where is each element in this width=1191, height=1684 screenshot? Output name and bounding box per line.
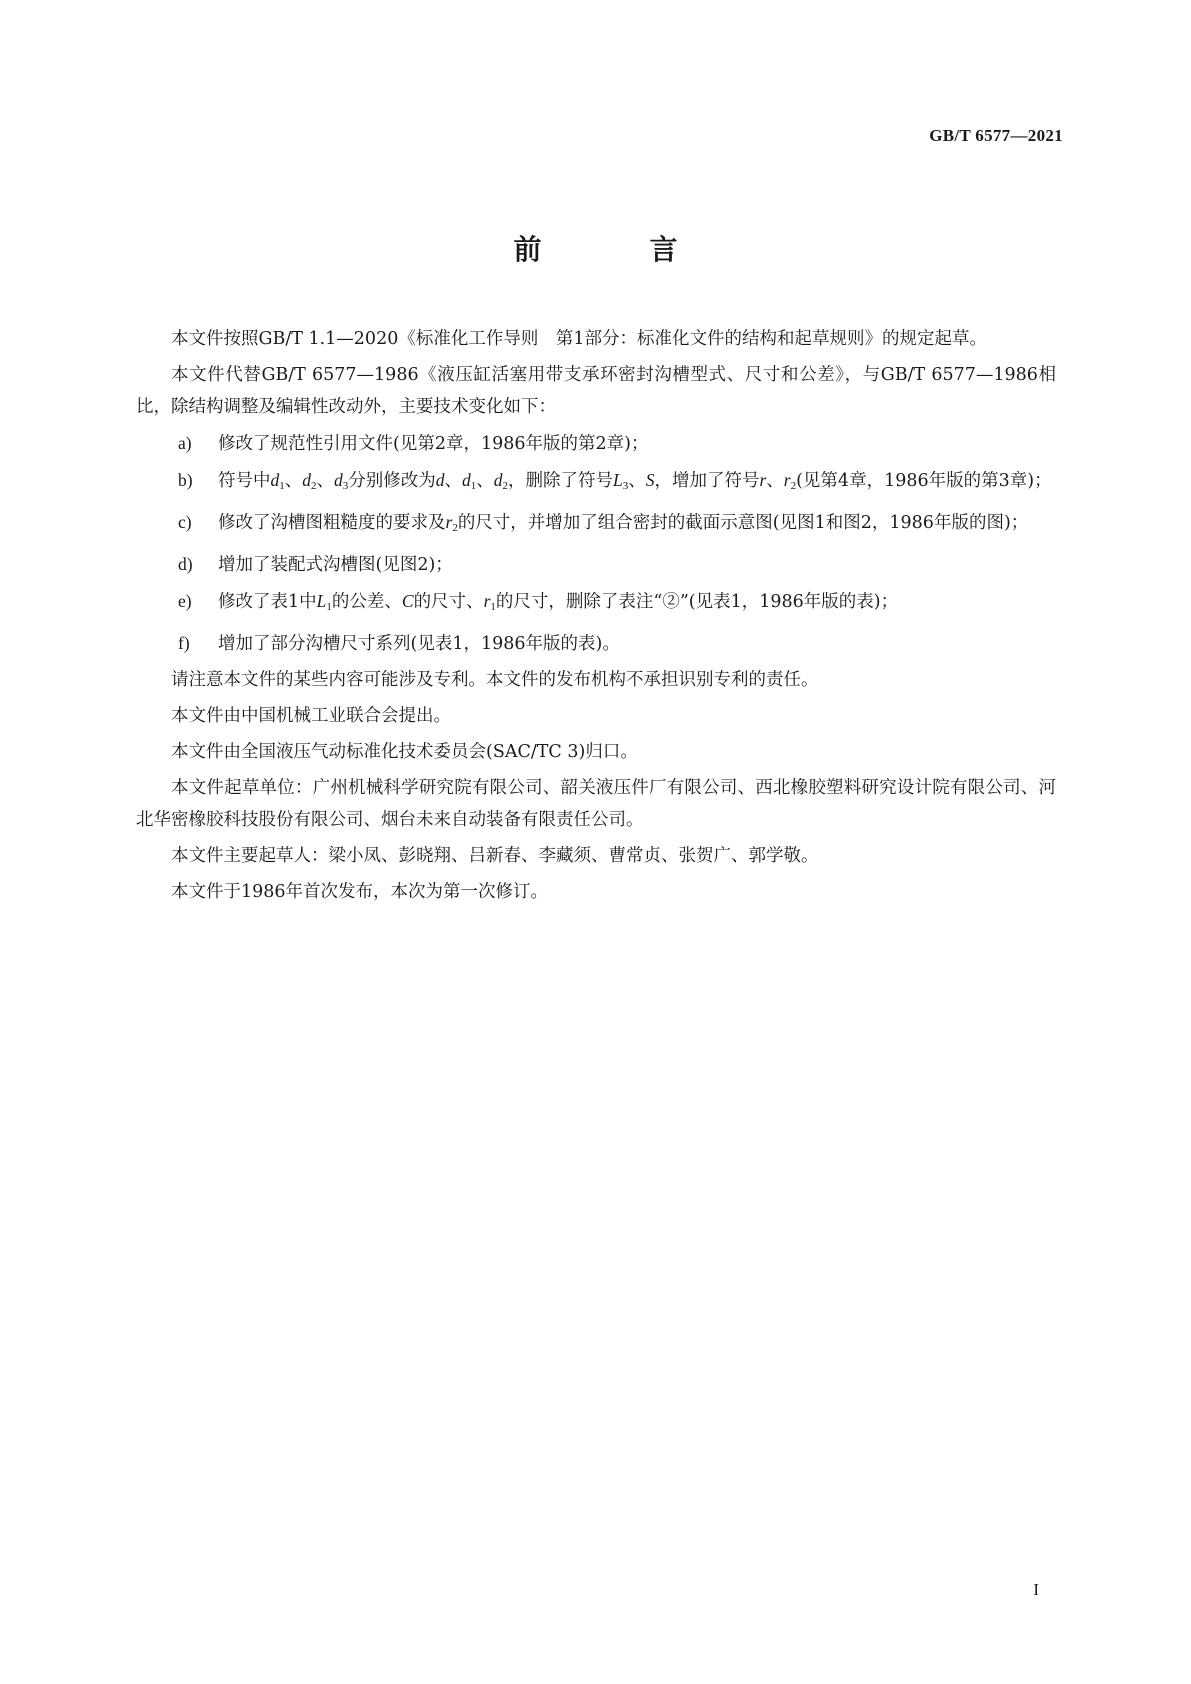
change-text: 增加了装配式沟槽图(见图2)；: [218, 555, 453, 575]
paragraph-drafters: 本文件主要起草人：梁小凤、彭晓翔、吕新春、李藏须、曹常贞、张贺广、郭学敬。: [171, 846, 819, 866]
paragraph-patent-notice: 请注意本文件的某些内容可能涉及专利。本文件的发布机构不承担识别专利的责任。: [171, 670, 819, 690]
change-text: 修改了表1中: [218, 592, 317, 612]
symbol-L1: $L_1$: [316, 591, 332, 613]
list-marker: b): [178, 470, 193, 490]
change-item-f: [136, 627, 1056, 660]
paragraph-administered-by: 本文件由全国液压气动标准化技术委员会(SAC/TC 3)归口。: [171, 742, 638, 762]
change-text: ，增加了符号: [654, 471, 760, 491]
change-text: 修改了沟槽图粗糙度的要求及: [218, 513, 446, 533]
change-text: 的尺寸，删除了表注“②”(见表1，1986年版的表)；: [495, 592, 899, 612]
paragraph-replaces: 本文件代替GB/T 6577—1986《液压缸活塞用带支承环密封沟槽型式、尺寸和公差》，与GB/T 6577—1986相比，除结构调整及编辑性改动外，主要技术变化如下：: [136, 365, 1056, 417]
change-text: 修改了规范性引用文件(见第2章，1986年版的第2章)；: [218, 434, 649, 454]
list-marker: c): [178, 512, 192, 532]
page-title: 前 言: [513, 233, 718, 266]
paragraph-drafting-units: 本文件起草单位：广州机械科学研究院有限公司、韶关液压件厂有限公司、西北橡胶塑料研究设计院有限公司、河北华密橡胶科技股份有限公司、烟台未来自动装备有限责任公司。: [136, 778, 1056, 830]
list-marker: a): [178, 433, 192, 453]
symbol-L3: $L_3$: [613, 470, 629, 492]
symbol-d1: $d_1$: [270, 470, 285, 492]
change-text: 分别修改为: [348, 471, 436, 491]
change-item-b: b) 符号中$d_1$、$d_2$、$d_3$分别修改为d、$d_1$、$d_2$，删除了符号$L_3$、S，增加了符号r、$r_2$(见第4章，1986年版的第3章)；: [136, 464, 1056, 502]
page-number: I: [1033, 1580, 1039, 1599]
list-marker: e): [178, 591, 192, 611]
list-marker: f): [178, 633, 190, 653]
paragraph-drafting-rules: 本文件按照GB/T 1.1—2020《标准化工作导则 第1部分：标准化文件的结构和起草规则》的规定起草。: [171, 329, 987, 349]
foreword-body: [136, 323, 1056, 912]
symbol-d1: $d_1$: [462, 470, 477, 492]
symbol-r2: $r_2$: [783, 470, 797, 492]
change-text: 的尺寸、: [413, 592, 484, 612]
symbol-C: C: [401, 591, 414, 611]
paragraph-history: 本文件于1986年首次发布，本次为第一次修订。: [171, 882, 549, 902]
change-text: ，删除了符号: [508, 471, 613, 491]
symbol-r1: $r_1$: [483, 591, 496, 613]
paragraph-proposed-by: 本文件由中国机械工业联合会提出。: [171, 706, 451, 726]
change-text: 的公差、: [331, 592, 402, 612]
symbol-d: d: [435, 470, 445, 490]
change-item-c: [136, 506, 1056, 544]
symbol-d3: $d_3$: [334, 470, 349, 492]
symbol-d2: $d_2$: [302, 470, 317, 492]
change-text: (见第4章，1986年版的第3章)；: [796, 471, 1052, 491]
standard-number: GB/T 6577—2021: [929, 126, 1063, 145]
change-item-a: [136, 427, 1056, 460]
change-text: 的尺寸，并增加了组合密封的截面示意图(见图1和图2，1986年版的图)；: [457, 513, 1029, 533]
symbol-r2: $r_2$: [445, 512, 458, 534]
symbol-r: r: [759, 470, 767, 490]
change-text: 增加了部分沟槽尺寸系列(见表1，1986年版的表)。: [218, 634, 620, 654]
symbol-S: S: [645, 470, 655, 490]
list-marker: d): [178, 554, 193, 574]
change-item-d: [136, 548, 1056, 581]
change-item-e: [136, 585, 1056, 623]
symbol-d2: $d_2$: [493, 470, 508, 492]
change-text: 符号中: [218, 471, 271, 491]
